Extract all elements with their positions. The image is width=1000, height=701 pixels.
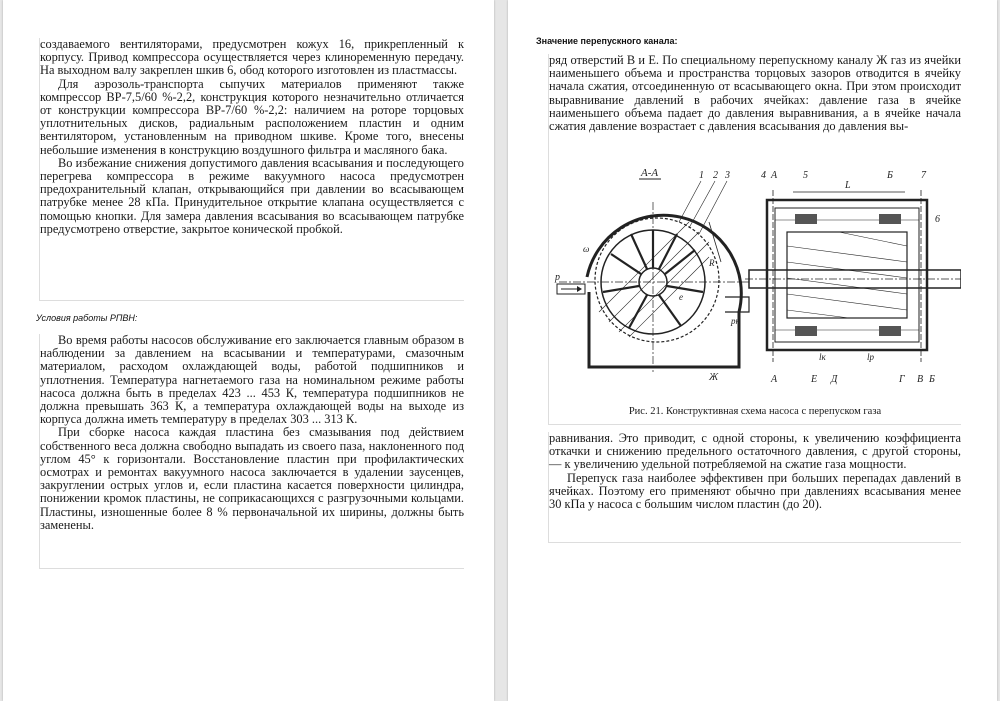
label-5: 5 [803, 170, 808, 181]
paragraph: ряд отверстий В и Е. По специальному перепускному каналу Ж газ из ячейки наименьшего объема и пространства торцовых зазоров отводится в ячейку начала сжатия, отсоединенную от всасывающего окна. При этом происходит выравнивание давлений в рабочих ячейках: давление газа в ячейке наименьшего объема падает до давления выравнивания, а в ячейке начала сжатия давление возрастает с давления всасывания до давления вы- [549, 53, 961, 134]
label-L: L [845, 180, 851, 191]
cross-section-view [554, 167, 749, 383]
label-7: 7 [921, 170, 926, 181]
label-omega: ω [583, 244, 590, 254]
paragraph: При сборке насоса каждая пластина без смазывания под действием собственного веса должна свободно выпадать из своего паза, наклоненного под углом 45° к горизонтали. Восстановление пластин при профилактических осмотрах и ремонтах вакуумного насоса заключается в удалении заусенцев, закруглении острых углов и, если пластина касается поверхности цилиндра, понижении кромок пластины, не соприкасающихся с разгрузочными кольцами. Пластины, изношенные более 8 % первоначальной их ширины, должны быть заменены. [40, 425, 464, 532]
paragraph: Во время работы насосов обслуживание его заключается главным образом в наблюдении за давлением на всасывании и температурами, смазочным материалом, расходом охлаждающей воды, работой подшипников и уплотнения. Температура нагнетаемого газа на номинальном режиме работы насоса должна быть в пределах 423 ... 453 К, температура подшипников не должна превышать 363 К, а температура охлаждающей воды на выходе из корпуса должна иметь температуру в пределах 303 ... 313 К. [40, 333, 464, 427]
label-R: R [709, 258, 715, 268]
paragraph: Во избежание снижения допустимого давления всасывания и последующего перегрева компрессора в режиме вакуумного насоса предусмотрен предохранительный клапан, открывающийся при давлении во всасывающем патрубке менее 28 кПа. Принудительное открытие клапана осуществляется с помощью кнопки. Для замера давления всасывания во всасывающем патрубке предусмотрено отверстие, закрытое конической пробкой. [40, 155, 464, 236]
label-Zh-left: Ж [709, 372, 719, 383]
label-A-bottom: А [771, 374, 778, 385]
label-2: 2 [713, 170, 718, 181]
label-1: 1 [699, 170, 704, 181]
figure-caption: Рис. 21. Конструктивная схема насоса с перепуском газа [628, 406, 882, 417]
label-6: 6 [935, 214, 940, 225]
label-V: В [917, 374, 924, 385]
longitudinal-section-view [745, 170, 961, 385]
right-page [508, 0, 997, 701]
label-pn: pн [731, 316, 740, 326]
label-4: 4 [761, 170, 766, 181]
label-3: 3 [725, 170, 730, 181]
scan-block-figure [548, 54, 961, 425]
section-label: Значение перепускного канала: [536, 36, 678, 46]
label-lk: lк [819, 352, 826, 362]
scan-block-bottom [39, 334, 464, 569]
left-page [3, 0, 494, 701]
pump-diagram [549, 162, 961, 402]
section-label: Условия работы РПВН: [36, 313, 138, 323]
scan-block-bottom [548, 432, 961, 543]
paragraph: Перепуск газа наиболее эффективен при больших перепадах давлений в ячейках. Поэтому его применяют обычно при давлениях всасывания менее 30 кПа у насоса с большим числом пластин (до 20). [549, 470, 961, 512]
label-A-top: А [771, 170, 778, 181]
scan-block-top [39, 38, 464, 301]
label-B-top: Б [887, 170, 893, 181]
label-p: p [555, 272, 560, 283]
label-lr: lр [867, 352, 875, 362]
label-E: Е [811, 374, 818, 385]
paragraph: создаваемого вентиляторами, предусмотрен кожух 16, прикрепленный к корпусу. Привод компрессора осуществляется через клиноременную передачу. На выходном валу закреплен шкив 6, обод которого изготовлен из пластмассы. [40, 37, 464, 78]
label-B-bottom: Б [929, 374, 935, 385]
section-title: А-А [641, 167, 659, 179]
paragraph: Для аэрозоль-транспорта сыпучих материалов применяют также компрессор ВР-7,5/60 %-2,2, конструкция которого незначительно отличается от конструкции компрессора ВР-7/60 %-2,2: наличием на роторе торцовых уплотнительных дисков, радиальным расположением пластин и одним вентилятором, установленным на приводном шкиве. Кроме того, внесены небольшие изменения в конструкцию воздушного фильтра и масляного бака. [40, 76, 464, 157]
label-D: Д [831, 374, 838, 385]
label-e: e [679, 292, 683, 302]
paragraph: равнивания. Это приводит, с одной стороны, к увеличению коэффициента откачки и снижению предельного остаточного давления, с другой стороны, — к увеличению удельной потребляемой на сжатие газа мощности. [549, 431, 961, 472]
label-G: Г [899, 374, 905, 385]
